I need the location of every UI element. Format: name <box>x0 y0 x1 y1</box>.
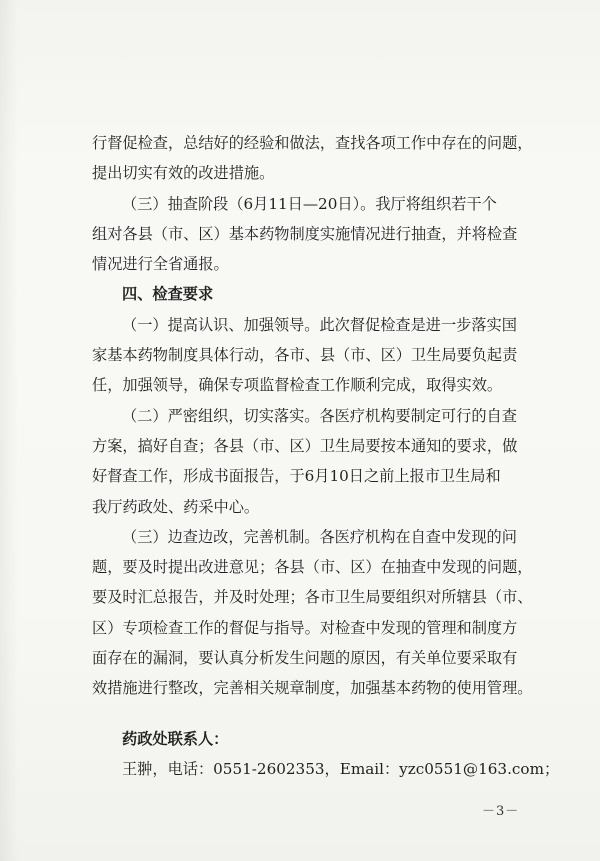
text-line: （二）严密组织，切实落实。各医疗机构要制定可行的自查 <box>122 406 517 425</box>
text-line: 要及时汇总报告，并及时处理；各市卫生局要组织对所辖县（市、 <box>92 588 533 607</box>
text-line: 好督查工作，形成书面报告，于6月10日之前上报市卫生局和 <box>92 467 501 486</box>
text-line: 效措施进行整改，完善相关规章制度，加强基本药物的使用管理。 <box>92 679 533 698</box>
text-line: 提出切实有效的改进措施。 <box>92 164 275 183</box>
text-line: 任，加强领导，确保专项监督检查工作顺利完成，取得实效。 <box>92 376 503 395</box>
section-heading: 四、检查要求 <box>122 285 214 304</box>
paragraph <box>92 189 532 280</box>
text-line: （三）边查边改，完善机制。各医疗机构在自查中发现的问 <box>122 527 517 546</box>
contact-line: 王翀，电话：0551-2602353，Email：yzc0551@163.com； <box>122 759 560 778</box>
page-number: －3－ <box>482 804 520 819</box>
text-line: 组对各县（市、区）基本药物制度实施情况进行抽查，并将检查 <box>92 224 518 243</box>
text-line: （一）提高认识、加强领导。此次督促检查是进一步落实国 <box>122 315 517 334</box>
text-line: 我厅药政处、药采中心。 <box>92 497 260 516</box>
paragraph <box>92 310 532 401</box>
text-line: 区）专项检查工作的督促与指导。对检查中发现的管理和制度方 <box>92 618 518 637</box>
contact-title: 药政处联系人： <box>122 729 229 748</box>
text-line: 情况进行全省通报。 <box>92 255 229 274</box>
text-line: （三）抽查阶段（6月11日—20日）。我厅将组织若干个 <box>122 194 497 213</box>
text-line: 题，要及时提出改进意见；各县（市、区）在抽查中发现的问题， <box>92 558 533 577</box>
text-line: 行督促检查，总结好的经验和做法，查找各项工作中存在的问题， <box>92 134 533 152</box>
text-line: 方案，搞好自查；各县（市、区）卫生局要按本通知的要求，做 <box>92 436 518 455</box>
scan-edge-shadow <box>0 0 18 861</box>
text-line: 面存在的漏洞，要认真分析发生问题的原因，有关单位要采取有 <box>92 649 518 668</box>
document-body <box>92 128 560 784</box>
paragraph <box>92 401 532 522</box>
text-line: 家基本药物制度具体行动，各市、县（市、区）卫生局要负起责 <box>92 346 518 365</box>
paragraph <box>92 128 532 189</box>
paragraph <box>92 522 532 704</box>
